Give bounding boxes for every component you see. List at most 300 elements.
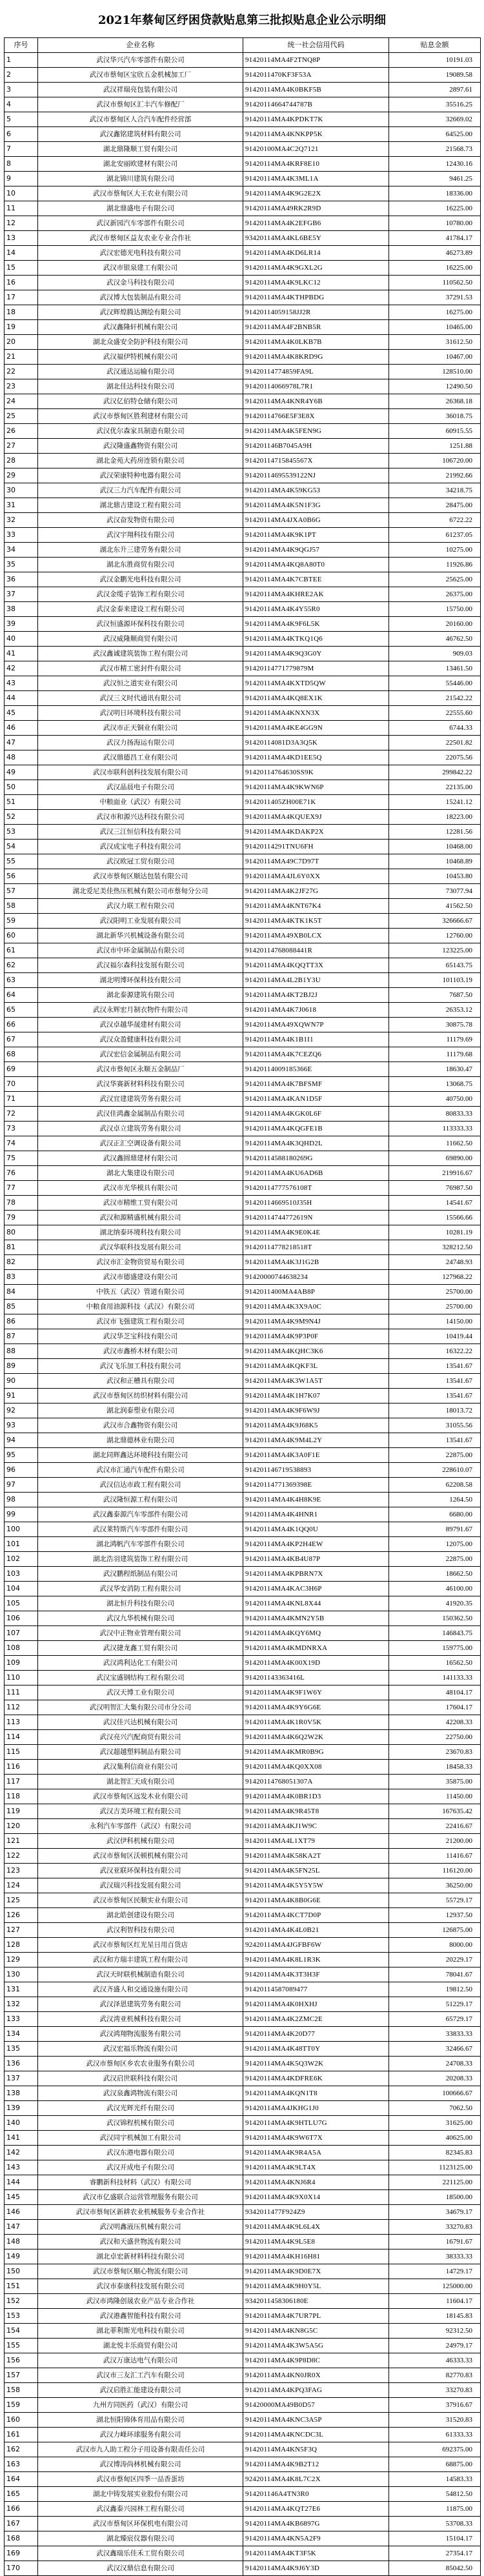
row-seq: 143 xyxy=(5,2160,38,2175)
row-credit-code: 91420114MA4K4L0B21 xyxy=(243,1923,389,1938)
row-credit-code: 91420114MA4K8L1R3K xyxy=(243,1953,389,1967)
header-subsidy-amount: 贴息金额 xyxy=(389,38,481,53)
table-row xyxy=(5,528,481,543)
table-row xyxy=(5,1819,481,1834)
row-credit-code: 91420114771369398E xyxy=(243,1478,389,1493)
table-row xyxy=(5,172,481,186)
row-seq: 41 xyxy=(5,647,38,661)
row-subsidy-amount: 30875.78 xyxy=(389,1018,481,1032)
row-seq: 141 xyxy=(5,2131,38,2146)
row-company-name: 武汉鑫诚建筑装饰工程有限公司 xyxy=(38,647,243,661)
row-seq: 159 xyxy=(5,2398,38,2413)
row-subsidy-amount: 73077.94 xyxy=(389,884,481,899)
row-seq: 126 xyxy=(5,1908,38,1923)
row-company-name: 武汉恒之道实业有限公司 xyxy=(38,676,243,691)
row-subsidy-amount: 41920.35 xyxy=(389,1596,481,1611)
row-company-name: 湖北金苑大药房连锁有限公司 xyxy=(38,454,243,468)
row-credit-code: 91420114778218518T xyxy=(243,1240,389,1255)
table-row xyxy=(5,350,481,365)
table-row xyxy=(5,1700,481,1715)
row-subsidy-amount: 21568.73 xyxy=(389,142,481,157)
table-row xyxy=(5,1374,481,1389)
row-subsidy-amount: 9461.25 xyxy=(389,172,481,186)
table-row xyxy=(5,2457,481,2472)
row-credit-code: 91420114MA4KU6AD6B xyxy=(243,1166,389,1181)
row-company-name: 武汉市蔡甸区纺织材料有限公司 xyxy=(38,1389,243,1404)
row-subsidy-amount: 10275.00 xyxy=(389,543,481,558)
row-subsidy-amount: 41562.50 xyxy=(389,899,481,914)
row-company-name: 武汉宏福乐物流有限公司 xyxy=(38,2042,243,2057)
table-row xyxy=(5,112,481,127)
row-company-name: 武汉鑫圆鼎建材有限公司 xyxy=(38,1151,243,1166)
row-credit-code: 91420114MA4KAN1D5F xyxy=(243,1092,389,1107)
row-seq: 125 xyxy=(5,1893,38,1908)
row-company-name: 湖北菲利斯光电科技有限公司 xyxy=(38,2324,243,2339)
row-seq: 82 xyxy=(5,1255,38,1270)
row-credit-code: 91420114MA4KPQ3FAG xyxy=(243,2383,389,2398)
row-credit-code: 91420114MA4K48TT0Y xyxy=(243,2042,389,2057)
table-row xyxy=(5,1760,481,1775)
row-seq: 112 xyxy=(5,1700,38,1715)
table-row xyxy=(5,394,481,409)
row-subsidy-amount: 18500.00 xyxy=(389,2190,481,2205)
table-row xyxy=(5,1240,481,1255)
row-company-name: 武汉泽恩建筑劳务有限公司 xyxy=(38,1997,243,2012)
row-seq: 72 xyxy=(5,1107,38,1122)
row-subsidy-amount: 692375.00 xyxy=(389,2442,481,2457)
table-row xyxy=(5,1685,481,1700)
row-company-name: 武汉华兴汽车零部件有限公司 xyxy=(38,53,243,68)
row-credit-code: 91420114MA49C7D97T xyxy=(243,854,389,869)
table-row xyxy=(5,1062,481,1077)
row-credit-code: 91420114MA49RK2R9D xyxy=(243,201,389,216)
row-credit-code: 91420114MA4K0BR1D3 xyxy=(243,1789,389,1804)
row-seq: 57 xyxy=(5,884,38,899)
row-seq: 108 xyxy=(5,1641,38,1656)
row-credit-code: 91420114MA4K59KG53 xyxy=(243,483,389,498)
row-company-name: 武汉市鑫桥木材有限公司 xyxy=(38,1344,243,1359)
row-subsidy-amount: 40750.00 xyxy=(389,1092,481,1107)
row-seq: 128 xyxy=(5,1938,38,1953)
table-row xyxy=(5,1878,481,1893)
row-credit-code: 91420114MA4KQQTT3X xyxy=(243,958,389,973)
row-company-name: 武汉金马科技有限公司 xyxy=(38,276,243,290)
row-subsidy-amount: 33270.83 xyxy=(389,2220,481,2235)
row-seq: 71 xyxy=(5,1092,38,1107)
row-company-name: 中粮面业（武汉）有限公司 xyxy=(38,795,243,810)
row-seq: 157 xyxy=(5,2368,38,2383)
table-row xyxy=(5,1997,481,2012)
row-company-name: 武汉永辉宏月制衣物件有限公司 xyxy=(38,1003,243,1018)
row-seq: 33 xyxy=(5,528,38,543)
row-credit-code: 91420114MA4K3W1A5T xyxy=(243,1374,389,1389)
row-subsidy-amount: 34679.17 xyxy=(389,2205,481,2220)
table-row xyxy=(5,1285,481,1300)
row-subsidy-amount: 46762.50 xyxy=(389,632,481,647)
row-subsidy-amount: 141133.33 xyxy=(389,1671,481,1685)
table-row xyxy=(5,1582,481,1596)
row-company-name: 中铁五（武汉）管道有限公司 xyxy=(38,1285,243,1300)
row-credit-code: 93420114MA4KL6BE5Y xyxy=(243,231,389,246)
row-credit-code: 91420114MA4K9E0K4E xyxy=(243,1225,389,1240)
table-row xyxy=(5,1849,481,1864)
table-row xyxy=(5,216,481,231)
row-credit-code: 91420114MA4K9KWN6P xyxy=(243,780,389,795)
row-credit-code: 91420114MA4K9HTLU7G xyxy=(243,2116,389,2131)
table-row xyxy=(5,914,481,929)
row-subsidy-amount: 12430.16 xyxy=(389,157,481,172)
row-seq: 136 xyxy=(5,2057,38,2071)
row-seq: 100 xyxy=(5,1522,38,1537)
row-company-name: 武汉市蔡甸区大王农业有限公司 xyxy=(38,186,243,201)
row-seq: 56 xyxy=(5,869,38,884)
row-company-name: 武汉三江恒信科技有限公司 xyxy=(38,825,243,840)
row-seq: 106 xyxy=(5,1611,38,1626)
row-seq: 39 xyxy=(5,617,38,632)
row-seq: 52 xyxy=(5,810,38,825)
header-company-name: 企业名称 xyxy=(38,38,243,53)
row-company-name: 武汉和正槽具有限公司 xyxy=(38,1374,243,1389)
row-subsidy-amount: 24708.33 xyxy=(389,2057,481,2071)
row-credit-code: 91420114764630SS9K xyxy=(243,765,389,780)
table-row xyxy=(5,2264,481,2279)
row-credit-code: 91420114MA4K9M4L2Y xyxy=(243,1433,389,1448)
table-row xyxy=(5,1047,481,1062)
row-company-name: 武汉市中环金属制品有限公司 xyxy=(38,943,243,958)
row-company-name: 武汉捷龙鑫工贸有限公司 xyxy=(38,1641,243,1656)
row-subsidy-amount: 42208.33 xyxy=(389,1715,481,1730)
row-subsidy-amount: 37916.67 xyxy=(389,2398,481,2413)
row-credit-code: 91420114MA4K3A0F1E xyxy=(243,1448,389,1463)
row-seq: 7 xyxy=(5,142,38,157)
row-subsidy-amount: 13541.67 xyxy=(389,1359,481,1374)
row-seq: 60 xyxy=(5,929,38,943)
row-company-name: 武汉市正天铜业有限公司 xyxy=(38,721,243,736)
row-subsidy-amount: 15104.17 xyxy=(389,2531,481,2546)
row-seq: 107 xyxy=(5,1626,38,1641)
row-credit-code: 91420114MA4K9LT4X xyxy=(243,2160,389,2175)
row-subsidy-amount: 146843.75 xyxy=(389,1626,481,1641)
row-credit-code: 91420114MA4K9Y6G6E xyxy=(243,1700,389,1715)
row-seq: 121 xyxy=(5,1834,38,1849)
table-row xyxy=(5,1255,481,1270)
table-row xyxy=(5,1463,481,1478)
row-company-name: 武汉利智科技有限公司 xyxy=(38,1923,243,1938)
row-credit-code: 91420114MA4K5Q3W2K xyxy=(243,2057,389,2071)
row-credit-code: 9342011458306180E xyxy=(243,2294,389,2309)
row-seq: 104 xyxy=(5,1582,38,1596)
row-subsidy-amount: 219916.67 xyxy=(389,1166,481,1181)
row-credit-code: 91420114MA4K5FEN9G xyxy=(243,424,389,439)
row-seq: 168 xyxy=(5,2531,38,2546)
row-seq: 3 xyxy=(5,83,38,97)
row-company-name: 武汉瑞兴科技发展有限公司 xyxy=(38,1878,243,1893)
row-company-name: 武汉飞乐加工科技有限公司 xyxy=(38,1359,243,1374)
row-subsidy-amount: 65729.17 xyxy=(389,2012,481,2027)
table-row xyxy=(5,2428,481,2442)
row-seq: 75 xyxy=(5,1151,38,1166)
row-company-name: 湖北锦川建筑有限公司 xyxy=(38,172,243,186)
row-credit-code: 91420114MA4K3J1G2B xyxy=(243,1255,389,1270)
row-subsidy-amount: 18336.00 xyxy=(389,186,481,201)
row-credit-code: 91420114MA4K9L6L4X xyxy=(243,2220,389,2235)
row-company-name: 武汉和源精盛机械有限公司 xyxy=(38,1211,243,1225)
table-row xyxy=(5,2131,481,2146)
row-subsidy-amount: 12281.56 xyxy=(389,825,481,840)
table-row xyxy=(5,1537,481,1552)
row-subsidy-amount: 16225.00 xyxy=(389,261,481,276)
row-company-name: 武汉宏德光电科技有限公司 xyxy=(38,246,243,261)
table-row xyxy=(5,2309,481,2324)
row-subsidy-amount: 18662.50 xyxy=(389,1567,481,1582)
table-row xyxy=(5,854,481,869)
row-subsidy-amount: 228610.07 xyxy=(389,1463,481,1478)
row-seq: 9 xyxy=(5,172,38,186)
row-seq: 66 xyxy=(5,1018,38,1032)
row-seq: 43 xyxy=(5,676,38,691)
row-subsidy-amount: 40625.00 xyxy=(389,2131,481,2146)
row-company-name: 武汉集利信商业有限公司 xyxy=(38,1760,243,1775)
row-credit-code: 91420114669510J35H xyxy=(243,1196,389,1211)
row-seq: 142 xyxy=(5,2146,38,2160)
row-seq: 22 xyxy=(5,365,38,379)
row-company-name: 湖北浩羽建筑装饰工程有限公司 xyxy=(38,1552,243,1567)
row-subsidy-amount: 33270.83 xyxy=(389,2383,481,2398)
row-company-name: 武汉市光华模具有限公司 xyxy=(38,1181,243,1196)
row-seq: 165 xyxy=(5,2487,38,2502)
row-credit-code: 91420114MA4K1B1I1 xyxy=(243,1032,389,1047)
row-credit-code: 914201143363416L xyxy=(243,1671,389,1685)
row-subsidy-amount: 15566.66 xyxy=(389,1211,481,1225)
table-row xyxy=(5,617,481,632)
row-credit-code: 91420114MA4KRF8E10 xyxy=(243,157,389,172)
row-company-name: 武汉莱特斯汽车零部件有限公司 xyxy=(38,1522,243,1537)
header-credit-code: 统一社会信用代码 xyxy=(243,38,389,53)
header-seq: 序号 xyxy=(5,38,38,53)
row-company-name: 武汉佳鸿鑫金属制品有限公司 xyxy=(38,1107,243,1122)
row-company-name: 湖北大集建设有限公司 xyxy=(38,1166,243,1181)
row-credit-code: 91420114MA4K9J6Y3D xyxy=(243,2561,389,2576)
row-subsidy-amount: 80833.33 xyxy=(389,1107,481,1122)
row-company-name: 武汉新园汽车零部件有限公司 xyxy=(38,216,243,231)
row-seq: 51 xyxy=(5,795,38,810)
row-subsidy-amount: 18630.47 xyxy=(389,1062,481,1077)
row-credit-code: 91420114777576108T xyxy=(243,1181,389,1196)
row-credit-code: 91420114MA4K2EFGB6 xyxy=(243,216,389,231)
row-seq: 48 xyxy=(5,750,38,765)
row-company-name: 武汉宝盛钢结构工程有限公司 xyxy=(38,1671,243,1685)
row-company-name: 武汉隆盛鑫物资有限公司 xyxy=(38,439,243,454)
row-subsidy-amount: 116120.00 xyxy=(389,1864,481,1878)
row-credit-code: 91420114MA4KQN1T8 xyxy=(243,2086,389,2101)
row-company-name: 武汉鑫泰源汽车零部件有限公司 xyxy=(38,1507,243,1522)
row-company-name: 湖北鸿帆汽车零部件有限公司 xyxy=(38,1537,243,1552)
row-credit-code: 91420114MA4KN8G5C xyxy=(243,2324,389,2339)
row-company-name: 武汉优尔森家具制造有限公司 xyxy=(38,424,243,439)
row-seq: 79 xyxy=(5,1211,38,1225)
row-company-name: 武汉奋发物资有限公司 xyxy=(38,513,243,528)
table-row xyxy=(5,840,481,854)
row-credit-code: 91420114MA4K5N1F3G xyxy=(243,498,389,513)
row-credit-code: 91420114766E5F3E8X xyxy=(243,409,389,424)
row-subsidy-amount: 159775.00 xyxy=(389,1641,481,1656)
row-seq: 137 xyxy=(5,2071,38,2086)
table-row xyxy=(5,305,481,320)
row-credit-code: 91420100MA4C2Q7121 xyxy=(243,142,389,157)
row-subsidy-amount: 11604.17 xyxy=(389,2294,481,2309)
row-subsidy-amount: 13461.50 xyxy=(389,661,481,676)
row-company-name: 武汉市泰康科技发展有限公司 xyxy=(38,2279,243,2294)
row-credit-code: 91420114MA4K1R0V5K xyxy=(243,1715,389,1730)
row-company-name: 武汉光辉光纤有限公司 xyxy=(38,2101,243,2116)
table-row xyxy=(5,1196,481,1211)
row-company-name: 武汉佳兴达机械有限公司 xyxy=(38,1715,243,1730)
row-subsidy-amount: 64525.00 xyxy=(389,127,481,142)
row-seq: 24 xyxy=(5,394,38,409)
row-subsidy-amount: 15750.00 xyxy=(389,602,481,617)
row-seq: 163 xyxy=(5,2457,38,2472)
row-credit-code: 914201146B7045A9H xyxy=(243,439,389,454)
row-subsidy-amount: 82345.83 xyxy=(389,2146,481,2160)
table-row xyxy=(5,468,481,483)
row-credit-code: 91420114MA4F2BNB5R xyxy=(243,320,389,335)
table-row xyxy=(5,1507,481,1522)
table-header-row xyxy=(5,38,481,53)
table-row xyxy=(5,1908,481,1923)
row-subsidy-amount: 16791.67 xyxy=(389,2235,481,2249)
row-credit-code: 91420114MA4JXA0B6G xyxy=(243,513,389,528)
table-row xyxy=(5,825,481,840)
row-company-name: 武汉力联工程有限公司 xyxy=(38,899,243,914)
row-credit-code: 91420114MA4K9L5E8 xyxy=(243,2235,389,2249)
table-row xyxy=(5,2249,481,2264)
row-subsidy-amount: 61333.33 xyxy=(389,2428,481,2442)
row-seq: 10 xyxy=(5,186,38,201)
table-row xyxy=(5,290,481,305)
row-subsidy-amount: 10191.03 xyxy=(389,53,481,68)
row-subsidy-amount: 28475.00 xyxy=(389,498,481,513)
row-seq: 130 xyxy=(5,1967,38,1982)
row-company-name: 武汉市三友汇工汽车有限公司 xyxy=(38,2368,243,2383)
row-credit-code: 91420114MA4KNCDC3L xyxy=(243,2428,389,2442)
row-seq: 11 xyxy=(5,201,38,216)
table-row xyxy=(5,2235,481,2249)
row-company-name: 湖北润泰塑业有限公司 xyxy=(38,1404,243,1418)
table-row xyxy=(5,2220,481,2235)
row-seq: 62 xyxy=(5,958,38,973)
table-row xyxy=(5,736,481,750)
row-seq: 16 xyxy=(5,276,38,290)
row-seq: 86 xyxy=(5,1314,38,1329)
row-seq: 151 xyxy=(5,2279,38,2294)
row-subsidy-amount: 126875.00 xyxy=(389,1923,481,1938)
row-credit-code: 91420114MA4KHRE2AK xyxy=(243,587,389,602)
row-subsidy-amount: 10453.80 xyxy=(389,869,481,884)
row-subsidy-amount: 18145.83 xyxy=(389,2309,481,2324)
table-row xyxy=(5,750,481,765)
row-credit-code: 91420114MA4KMDNRXA xyxy=(243,1641,389,1656)
table-row xyxy=(5,68,481,83)
row-credit-code: 91420114MA4KT2BJ2J xyxy=(243,988,389,1003)
row-company-name: 武汉三义时代通讯有限公司 xyxy=(38,691,243,706)
row-credit-code: 91420114MA4K7UR7PL xyxy=(243,2309,389,2324)
row-company-name: 武汉天时联机械制造有限公司 xyxy=(38,1967,243,1982)
table-row xyxy=(5,2353,481,2368)
table-row xyxy=(5,587,481,602)
row-company-name: 武汉三力汽车配件有限公司 xyxy=(38,483,243,498)
row-subsidy-amount: 78041.67 xyxy=(389,1967,481,1982)
row-seq: 155 xyxy=(5,2339,38,2353)
row-credit-code: 91420114MA4K9P8D8C xyxy=(243,2353,389,2368)
row-seq: 64 xyxy=(5,988,38,1003)
table-row xyxy=(5,157,481,172)
row-subsidy-amount: 14583.33 xyxy=(389,2472,481,2487)
row-company-name: 武汉博大包装制品有限公司 xyxy=(38,290,243,305)
row-subsidy-amount: 167635.42 xyxy=(389,1804,481,1819)
row-seq: 103 xyxy=(5,1567,38,1582)
row-subsidy-amount: 11450.00 xyxy=(389,1789,481,1804)
row-company-name: 湖北新华兴机械设备有限公司 xyxy=(38,929,243,943)
row-subsidy-amount: 7062.50 xyxy=(389,2101,481,2116)
table-row xyxy=(5,1389,481,1404)
row-seq: 154 xyxy=(5,2324,38,2339)
table-row xyxy=(5,1745,481,1760)
row-company-name: 武汉市鸿隆创晟农业产品专业合作社 xyxy=(38,2294,243,2309)
table-row xyxy=(5,1329,481,1344)
row-credit-code: 91420114MA4K9M9N4J xyxy=(243,1314,389,1329)
row-credit-code: 91420114066978L7R1 xyxy=(243,379,389,394)
row-subsidy-amount: 6722.22 xyxy=(389,513,481,528)
row-company-name: 武汉鼎德昌工业有限公司 xyxy=(38,750,243,765)
table-row xyxy=(5,780,481,795)
row-subsidy-amount: 18223.00 xyxy=(389,810,481,825)
row-subsidy-amount: 16225.00 xyxy=(389,201,481,216)
row-subsidy-amount: 32669.02 xyxy=(389,112,481,127)
table-row xyxy=(5,632,481,647)
row-credit-code: 91420114MA4KQ8A80T0 xyxy=(243,558,389,572)
row-seq: 123 xyxy=(5,1864,38,1878)
row-seq: 119 xyxy=(5,1804,38,1819)
row-seq: 97 xyxy=(5,1478,38,1493)
row-credit-code: 91420114MA4KNL8X44 xyxy=(243,1596,389,1611)
row-subsidy-amount: 10468.00 xyxy=(389,840,481,854)
table-row xyxy=(5,676,481,691)
table-row xyxy=(5,1804,481,1819)
row-credit-code: 91420114MA4K1QQ0U xyxy=(243,1522,389,1537)
row-credit-code: 91420114009185366E xyxy=(243,1062,389,1077)
table-row xyxy=(5,1032,481,1047)
row-company-name: 武汉市精工密封件有限公司 xyxy=(38,661,243,676)
table-row xyxy=(5,1344,481,1359)
row-seq: 164 xyxy=(5,2472,38,2487)
table-row xyxy=(5,647,481,661)
row-subsidy-amount: 110562.50 xyxy=(389,276,481,290)
table-row xyxy=(5,409,481,424)
row-subsidy-amount: 68875.00 xyxy=(389,2457,481,2472)
row-company-name: 湖北中铸发展实业股份有限公司 xyxy=(38,2487,243,2502)
row-company-name: 武汉正汇空调设备有限公司 xyxy=(38,1136,243,1151)
table-row xyxy=(5,1211,481,1225)
row-company-name: 武汉中正物业管理有限公司 xyxy=(38,1626,243,1641)
row-credit-code: 91420114587089477 xyxy=(243,1982,389,1997)
row-credit-code: 91420114MA4K9Q3G0Y xyxy=(243,647,389,661)
row-subsidy-amount: 55446.00 xyxy=(389,676,481,691)
row-company-name: 湖北恒升科技有限公司 xyxy=(38,1596,243,1611)
row-subsidy-amount: 16322.22 xyxy=(389,1344,481,1359)
row-company-name: 武汉鑫瑞乐佳禾工贸有限公司 xyxy=(38,2546,243,2561)
table-row xyxy=(5,142,481,157)
row-subsidy-amount: 82770.83 xyxy=(389,2368,481,2383)
